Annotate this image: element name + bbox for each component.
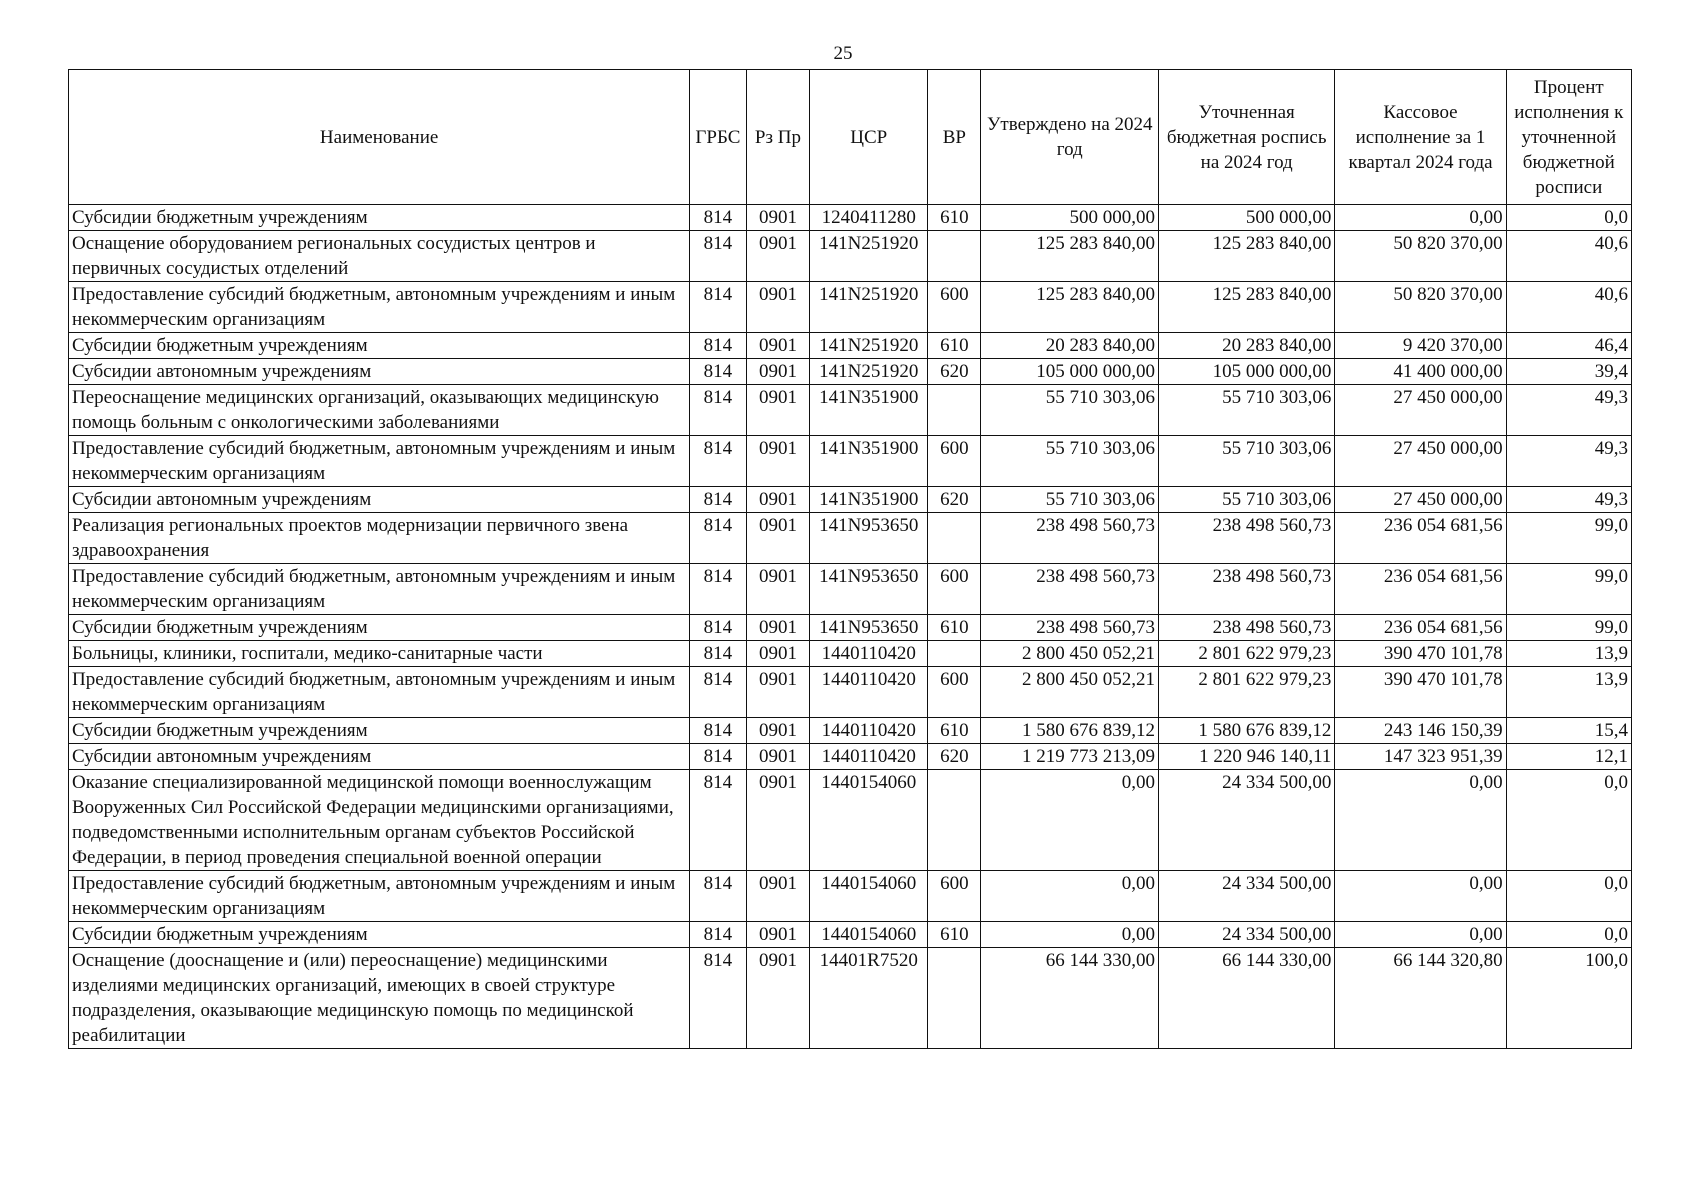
cell-rzpr: 0901: [746, 333, 810, 359]
cell-grbs: 814: [690, 385, 746, 436]
cell-grbs: 814: [690, 513, 746, 564]
cell-csr: 14401R7520: [810, 948, 928, 1049]
header-grbs: ГРБС: [690, 70, 746, 205]
cell-cash: 66 144 320,80: [1335, 948, 1506, 1049]
cell-cash: 0,00: [1335, 770, 1506, 871]
cell-refined: 24 334 500,00: [1158, 770, 1334, 871]
cell-name: Субсидии автономным учреждениям: [69, 487, 690, 513]
header-name: Наименование: [69, 70, 690, 205]
cell-rzpr: 0901: [746, 718, 810, 744]
cell-name: Предоставление субсидий бюджетным, автономным учреждениям и иным некоммерческим организациям: [69, 871, 690, 922]
cell-name: Субсидии бюджетным учреждениям: [69, 718, 690, 744]
cell-name: Оказание специализированной медицинской помощи военнослужащим Вооруженных Сил Российской Федерации медицинскими организациями, подведомственными исполнительным органам субъектов Российской Федерации, в период проведения специальной военной операции: [69, 770, 690, 871]
cell-percent: 0,0: [1506, 205, 1631, 231]
cell-grbs: 814: [690, 282, 746, 333]
cell-csr: 1240411280: [810, 205, 928, 231]
cell-name: Предоставление субсидий бюджетным, автономным учреждениям и иным некоммерческим организациям: [69, 436, 690, 487]
cell-refined: 238 498 560,73: [1158, 564, 1334, 615]
cell-csr: 1440110420: [810, 744, 928, 770]
cell-name: Субсидии бюджетным учреждениям: [69, 615, 690, 641]
cell-percent: 0,0: [1506, 871, 1631, 922]
cell-refined: 24 334 500,00: [1158, 871, 1334, 922]
cell-refined: 238 498 560,73: [1158, 513, 1334, 564]
cell-grbs: 814: [690, 641, 746, 667]
header-csr: ЦСР: [810, 70, 928, 205]
cell-csr: 141N953650: [810, 615, 928, 641]
cell-csr: 1440154060: [810, 922, 928, 948]
cell-grbs: 814: [690, 333, 746, 359]
cell-vr: [928, 948, 981, 1049]
cell-approved: 55 710 303,06: [981, 385, 1158, 436]
cell-rzpr: 0901: [746, 615, 810, 641]
cell-cash: 0,00: [1335, 871, 1506, 922]
table-header: [69, 70, 1632, 205]
cell-grbs: 814: [690, 615, 746, 641]
cell-percent: 99,0: [1506, 564, 1631, 615]
cell-approved: 238 498 560,73: [981, 564, 1158, 615]
cell-grbs: 814: [690, 770, 746, 871]
header-approved: Утверждено на 2024 год: [981, 70, 1158, 205]
cell-cash: 0,00: [1335, 922, 1506, 948]
cell-cash: 0,00: [1335, 205, 1506, 231]
cell-csr: 1440154060: [810, 871, 928, 922]
cell-percent: 100,0: [1506, 948, 1631, 1049]
cell-csr: 141N251920: [810, 359, 928, 385]
cell-rzpr: 0901: [746, 641, 810, 667]
cell-csr: 141N953650: [810, 513, 928, 564]
cell-csr: 1440110420: [810, 718, 928, 744]
cell-cash: 41 400 000,00: [1335, 359, 1506, 385]
cell-grbs: 814: [690, 205, 746, 231]
table-row: [69, 871, 1632, 922]
cell-approved: 238 498 560,73: [981, 513, 1158, 564]
cell-rzpr: 0901: [746, 564, 810, 615]
cell-csr: 141N251920: [810, 231, 928, 282]
cell-vr: 610: [928, 718, 981, 744]
cell-vr: 600: [928, 282, 981, 333]
cell-refined: 105 000 000,00: [1158, 359, 1334, 385]
header-percent: Процент исполнения к уточненной бюджетной росписи: [1506, 70, 1631, 205]
cell-percent: 12,1: [1506, 744, 1631, 770]
cell-grbs: 814: [690, 231, 746, 282]
cell-rzpr: 0901: [746, 487, 810, 513]
cell-vr: 600: [928, 871, 981, 922]
cell-name: Субсидии бюджетным учреждениям: [69, 205, 690, 231]
table-row: [69, 205, 1632, 231]
cell-cash: 27 450 000,00: [1335, 436, 1506, 487]
cell-refined: 66 144 330,00: [1158, 948, 1334, 1049]
cell-cash: 50 820 370,00: [1335, 231, 1506, 282]
cell-rzpr: 0901: [746, 744, 810, 770]
cell-vr: [928, 770, 981, 871]
cell-percent: 15,4: [1506, 718, 1631, 744]
cell-approved: 20 283 840,00: [981, 333, 1158, 359]
cell-name: Больницы, клиники, госпитали, медико-санитарные части: [69, 641, 690, 667]
cell-approved: 55 710 303,06: [981, 436, 1158, 487]
table-row: [69, 231, 1632, 282]
table-row: [69, 718, 1632, 744]
cell-cash: 50 820 370,00: [1335, 282, 1506, 333]
header-rzpr: Рз Пр: [746, 70, 810, 205]
cell-name: Реализация региональных проектов модернизации первичного звена здравоохранения: [69, 513, 690, 564]
cell-csr: 141N953650: [810, 564, 928, 615]
cell-refined: 24 334 500,00: [1158, 922, 1334, 948]
cell-grbs: 814: [690, 922, 746, 948]
cell-refined: 20 283 840,00: [1158, 333, 1334, 359]
table-row: [69, 487, 1632, 513]
cell-approved: 55 710 303,06: [981, 487, 1158, 513]
table-row: [69, 564, 1632, 615]
cell-rzpr: 0901: [746, 667, 810, 718]
cell-refined: 238 498 560,73: [1158, 615, 1334, 641]
cell-refined: 2 801 622 979,23: [1158, 667, 1334, 718]
cell-rzpr: 0901: [746, 231, 810, 282]
cell-name: Оснащение оборудованием региональных сосудистых центров и первичных сосудистых отделений: [69, 231, 690, 282]
table-row: [69, 744, 1632, 770]
cell-percent: 40,6: [1506, 231, 1631, 282]
table-row: [69, 615, 1632, 641]
cell-percent: 99,0: [1506, 615, 1631, 641]
cell-refined: 55 710 303,06: [1158, 487, 1334, 513]
table-row: [69, 436, 1632, 487]
cell-name: Оснащение (дооснащение и (или) переоснащение) медицинскими изделиями медицинских организаций, имеющих в своей структуре подразделения, оказывающие медицинскую помощь по медицинской реабилитации: [69, 948, 690, 1049]
cell-percent: 49,3: [1506, 385, 1631, 436]
cell-vr: 600: [928, 436, 981, 487]
table-body: [69, 205, 1632, 1049]
table-row: [69, 333, 1632, 359]
table-row: [69, 282, 1632, 333]
table-row: [69, 922, 1632, 948]
cell-approved: 0,00: [981, 922, 1158, 948]
cell-approved: 238 498 560,73: [981, 615, 1158, 641]
cell-approved: 0,00: [981, 770, 1158, 871]
cell-grbs: 814: [690, 359, 746, 385]
cell-rzpr: 0901: [746, 513, 810, 564]
cell-refined: 1 580 676 839,12: [1158, 718, 1334, 744]
cell-refined: 1 220 946 140,11: [1158, 744, 1334, 770]
cell-approved: 500 000,00: [981, 205, 1158, 231]
cell-cash: 27 450 000,00: [1335, 487, 1506, 513]
cell-name: Субсидии автономным учреждениям: [69, 744, 690, 770]
cell-rzpr: 0901: [746, 385, 810, 436]
cell-refined: 2 801 622 979,23: [1158, 641, 1334, 667]
budget-table: [68, 69, 1632, 1049]
cell-name: Субсидии бюджетным учреждениям: [69, 922, 690, 948]
cell-name: Предоставление субсидий бюджетным, автономным учреждениям и иным некоммерческим организациям: [69, 282, 690, 333]
cell-percent: 49,3: [1506, 436, 1631, 487]
header-vr: ВР: [928, 70, 981, 205]
cell-percent: 0,0: [1506, 922, 1631, 948]
cell-percent: 46,4: [1506, 333, 1631, 359]
cell-refined: 500 000,00: [1158, 205, 1334, 231]
cell-csr: 141N351900: [810, 436, 928, 487]
cell-name: Субсидии бюджетным учреждениям: [69, 333, 690, 359]
header-refined: Уточненная бюджетная роспись на 2024 год: [1158, 70, 1334, 205]
cell-percent: 13,9: [1506, 667, 1631, 718]
cell-csr: 141N351900: [810, 487, 928, 513]
cell-grbs: 814: [690, 564, 746, 615]
cell-approved: 0,00: [981, 871, 1158, 922]
header-cash: Кассовое исполнение за 1 квартал 2024 года: [1335, 70, 1506, 205]
cell-name: Предоставление субсидий бюджетным, автономным учреждениям и иным некоммерческим организациям: [69, 564, 690, 615]
cell-vr: [928, 385, 981, 436]
cell-csr: 1440110420: [810, 667, 928, 718]
cell-rzpr: 0901: [746, 948, 810, 1049]
cell-csr: 1440154060: [810, 770, 928, 871]
cell-vr: 610: [928, 205, 981, 231]
cell-name: Предоставление субсидий бюджетным, автономным учреждениям и иным некоммерческим организациям: [69, 667, 690, 718]
cell-vr: 600: [928, 564, 981, 615]
cell-percent: 39,4: [1506, 359, 1631, 385]
table-row: [69, 513, 1632, 564]
cell-approved: 125 283 840,00: [981, 282, 1158, 333]
cell-rzpr: 0901: [746, 922, 810, 948]
cell-name: Субсидии автономным учреждениям: [69, 359, 690, 385]
cell-approved: 125 283 840,00: [981, 231, 1158, 282]
cell-percent: 40,6: [1506, 282, 1631, 333]
cell-grbs: 814: [690, 718, 746, 744]
cell-grbs: 814: [690, 436, 746, 487]
cell-cash: 27 450 000,00: [1335, 385, 1506, 436]
cell-refined: 125 283 840,00: [1158, 231, 1334, 282]
cell-cash: 236 054 681,56: [1335, 564, 1506, 615]
cell-vr: [928, 231, 981, 282]
table-row: [69, 667, 1632, 718]
cell-rzpr: 0901: [746, 436, 810, 487]
cell-grbs: 814: [690, 871, 746, 922]
cell-vr: 600: [928, 667, 981, 718]
page-number: 25: [833, 43, 853, 64]
cell-vr: 610: [928, 615, 981, 641]
cell-rzpr: 0901: [746, 359, 810, 385]
cell-csr: 141N251920: [810, 333, 928, 359]
cell-approved: 1 580 676 839,12: [981, 718, 1158, 744]
cell-vr: 610: [928, 922, 981, 948]
cell-rzpr: 0901: [746, 770, 810, 871]
cell-vr: [928, 641, 981, 667]
cell-cash: 390 470 101,78: [1335, 667, 1506, 718]
cell-vr: [928, 513, 981, 564]
cell-approved: 66 144 330,00: [981, 948, 1158, 1049]
cell-csr: 141N351900: [810, 385, 928, 436]
cell-vr: 610: [928, 333, 981, 359]
cell-grbs: 814: [690, 487, 746, 513]
cell-refined: 55 710 303,06: [1158, 385, 1334, 436]
cell-percent: 99,0: [1506, 513, 1631, 564]
cell-csr: 1440110420: [810, 641, 928, 667]
cell-percent: 49,3: [1506, 487, 1631, 513]
cell-vr: 620: [928, 744, 981, 770]
cell-refined: 125 283 840,00: [1158, 282, 1334, 333]
cell-rzpr: 0901: [746, 871, 810, 922]
cell-percent: 0,0: [1506, 770, 1631, 871]
cell-vr: 620: [928, 359, 981, 385]
cell-name: Переоснащение медицинских организаций, оказывающих медицинскую помощь больным с онкологическими заболеваниями: [69, 385, 690, 436]
cell-vr: 620: [928, 487, 981, 513]
table-row: [69, 770, 1632, 871]
table-row: [69, 385, 1632, 436]
cell-approved: 1 219 773 213,09: [981, 744, 1158, 770]
cell-approved: 2 800 450 052,21: [981, 641, 1158, 667]
cell-rzpr: 0901: [746, 205, 810, 231]
cell-cash: 390 470 101,78: [1335, 641, 1506, 667]
cell-cash: 236 054 681,56: [1335, 615, 1506, 641]
cell-grbs: 814: [690, 744, 746, 770]
cell-cash: 9 420 370,00: [1335, 333, 1506, 359]
cell-csr: 141N251920: [810, 282, 928, 333]
cell-grbs: 814: [690, 667, 746, 718]
cell-cash: 236 054 681,56: [1335, 513, 1506, 564]
table-row: [69, 359, 1632, 385]
cell-cash: 243 146 150,39: [1335, 718, 1506, 744]
cell-rzpr: 0901: [746, 282, 810, 333]
cell-percent: 13,9: [1506, 641, 1631, 667]
cell-approved: 2 800 450 052,21: [981, 667, 1158, 718]
table-row: [69, 641, 1632, 667]
cell-grbs: 814: [690, 948, 746, 1049]
table-row: [69, 948, 1632, 1049]
cell-refined: 55 710 303,06: [1158, 436, 1334, 487]
cell-cash: 147 323 951,39: [1335, 744, 1506, 770]
cell-approved: 105 000 000,00: [981, 359, 1158, 385]
